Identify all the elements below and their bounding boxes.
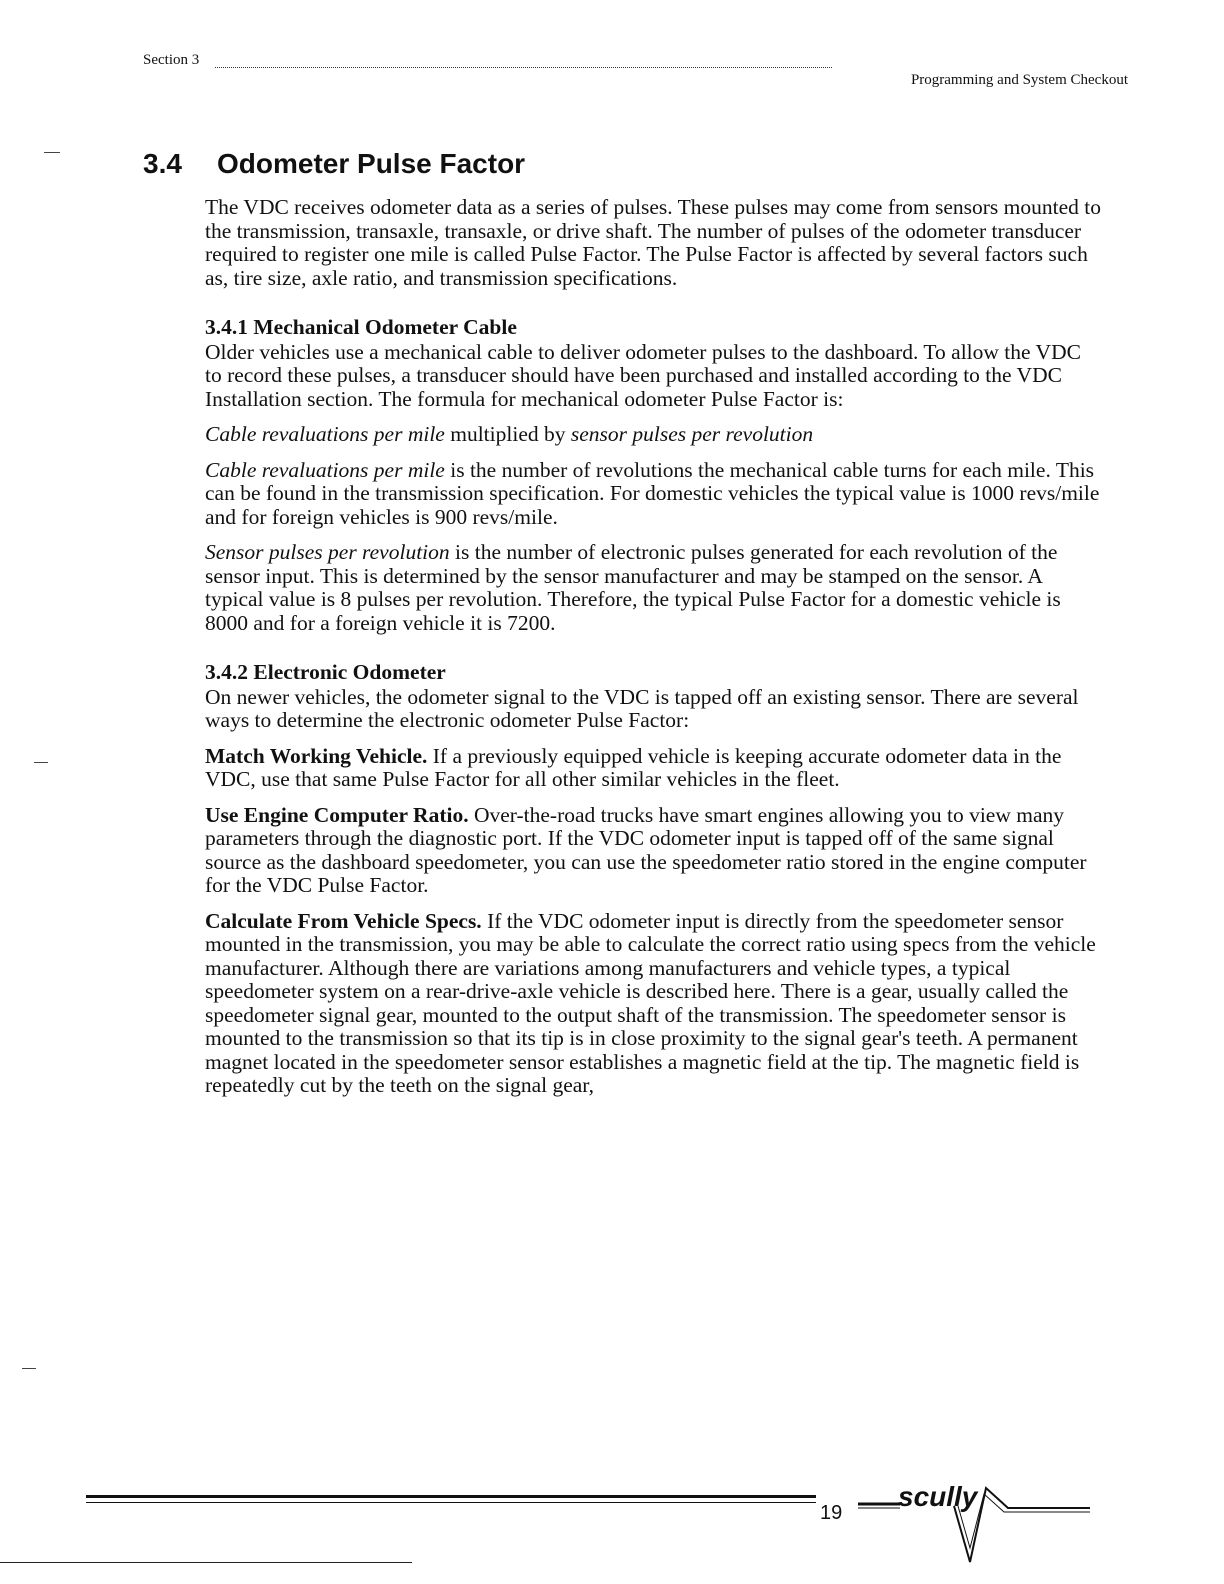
paragraph-text: If a previously equipped vehicle is keeping accurate odometer data in the VDC, use that same Pulse Factor for all other similar vehicles in the fleet. <box>205 743 1062 791</box>
bottom-edge-rule <box>0 1562 412 1563</box>
method-paragraph <box>205 804 1103 898</box>
section-title: Odometer Pulse Factor <box>217 148 526 179</box>
page-number: 19 <box>820 1502 843 1524</box>
method-term: Calculate From Vehicle Specs. <box>205 908 482 933</box>
page-header <box>143 52 1128 92</box>
method-paragraph <box>205 745 1103 792</box>
formula-operator: multiplied by <box>444 422 571 446</box>
footer-rule <box>86 1495 816 1498</box>
paragraph-text: is the number of electronic pulses generated for each revolution of the sensor input. This is determined by the sensor manufacturer and may be stamped on the sensor. A typical value is 8 pulses per revolution. Therefore, the typical Pulse Factor for a domestic vehicle is 8000 and for a foreign vehicle it is 7200. <box>205 540 1061 635</box>
footer-rule <box>86 1502 816 1503</box>
formula <box>205 423 1103 447</box>
paragraph-text: Over-the-road trucks have smart engines allowing you to view many parameters through the diagnostic port. If the VDC odometer input is tapped off of the same signal source as the dashboard speedometer, you can use the speedometer ratio stored in the engine computer for the VDC Pulse Factor. <box>205 802 1087 897</box>
method-term: Match Working Vehicle. <box>205 743 428 768</box>
paragraph <box>205 459 1103 530</box>
paragraph: On newer vehicles, the odometer signal to the VDC is tapped off an existing sensor. There are several ways to determine the electronic odometer Pulse Factor: <box>205 684 1079 732</box>
margin-mark <box>44 152 60 153</box>
margin-mark <box>22 1368 36 1369</box>
formula-term: Cable revaluations per mile <box>205 422 445 446</box>
term: Cable revaluations per mile <box>205 457 445 482</box>
intro-paragraph: The VDC receives odometer data as a series of pulses. These pulses may come from sensors mounted to the transmission, transaxle, transaxle, or drive shaft. The number of pulses of the odometer transducer required to register one mile is called Pulse Factor. The Pulse Factor is affected by several factors such as, tire size, axle ratio, and transmission specifications. <box>205 195 1101 290</box>
subsection-heading-3-4-1: 3.4.1 Mechanical Odometer Cable <box>205 315 517 339</box>
paragraph: Older vehicles use a mechanical cable to deliver odometer pulses to the dashboard. To allow the VDC to record these pulses, a transducer should have been purchased and installed according to the VDC Installation section. The formula for mechanical odometer Pulse Factor is: <box>205 339 1081 411</box>
method-term: Use Engine Computer Ratio. <box>205 802 469 827</box>
method-paragraph <box>205 910 1103 1098</box>
header-section: Section 3 <box>143 52 200 68</box>
section-heading <box>143 148 525 180</box>
paragraph-text: If the VDC odometer input is directly from the speedometer sensor mounted in the transmission, you may be able to calculate the correct ratio using specs from the vehicle manufacturer. Although there are variations among manufacturers and vehicle types, a typical speedometer system on a rear-drive-axle vehicle is described here. There is a gear, usually called the speedometer signal gear, mounted to the output shaft of the transmission. The speedometer sensor is mounted to the transmission so that its tip is in close proximity to the signal gear's teeth. A permanent magnet located in the speedometer sensor establishes a magnetic field at the tip. The magnetic field is repeatedly cut by the teeth on the signal gear, <box>205 908 1096 1097</box>
body-content <box>205 196 1103 1110</box>
section-number: 3.4 <box>143 148 182 179</box>
margin-mark <box>34 762 48 763</box>
logo-text: scully <box>898 1484 978 1512</box>
header-leader-dots <box>215 67 832 68</box>
paragraph-text: is the number of revolutions the mechanical cable turns for each mile. This can be found in the transmission specification. For domestic vehicles the typical value is 1000 revs/mile and for foreign vehicles is 900 revs/mile. <box>205 457 1100 529</box>
scully-logo <box>858 1484 1094 1564</box>
formula-term: sensor pulses per revolution <box>570 422 814 446</box>
header-title: Programming and System Checkout <box>910 72 1128 88</box>
subsection-heading-3-4-2: 3.4.2 Electronic Odometer <box>205 660 446 684</box>
paragraph <box>205 541 1103 635</box>
term: Sensor pulses per revolution <box>205 540 450 564</box>
